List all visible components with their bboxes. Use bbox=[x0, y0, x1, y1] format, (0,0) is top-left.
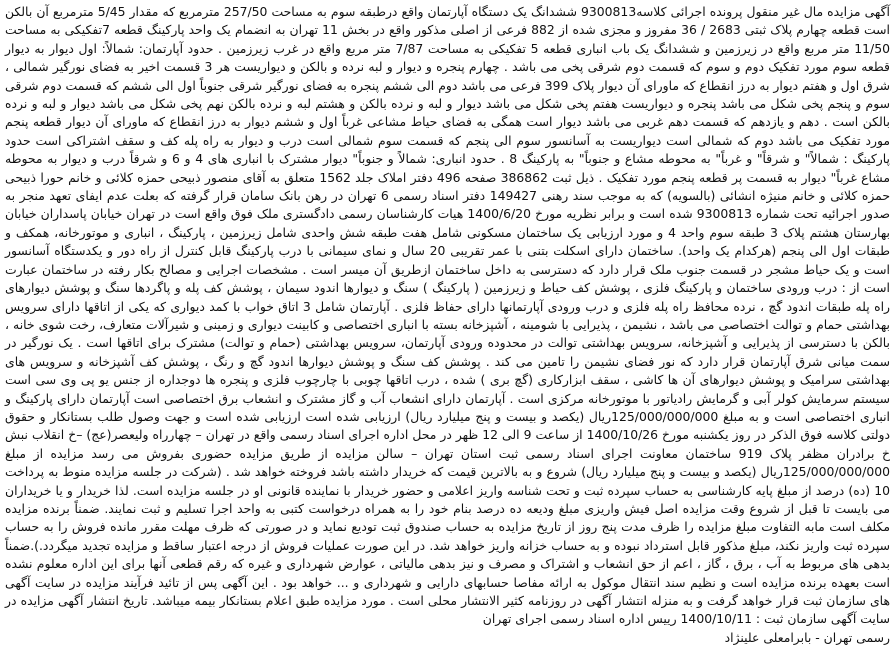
notice-signature: رسمی تهران - بابرامعلی علینژاد bbox=[724, 629, 890, 645]
notice-body-text: آگهی مزایده مال غیر منقول پرونده اجرائی کلاسه9300813 ششدانگ یک دستگاه آپارتمان واقع درطبقه سوم به مساحت 257/50 مترمربع که مقدار 5/45 مترمربع آن بالکن است قطعه چهارم پلاک ثبتی 2683 / 36 مفروز و مجزی شده از 882 فرعی از اصلی مذکور واقع در بخش 11 تهران به انضمام یک واحد پارکینگ قطعه 7تفکیکی به مساحت 11/50 متر مربع واقع در زیرزمین و ششدانگ یک باب انباری قطعه 5 تفکیکی به مساحت 7/87 متر مربع واقع در غرب زیرزمین . حدود آپارتمان: شمالاً: اول دیوار به دیوار قطعه سوم مورد تفکیک دوم و سوم که قسمت دوم شرقی پخی می باشد . چهارم پنجره و دیوار و لبه نرده و بالکن و دیواریست هر 3 قسمت اخیر به فضای نورگیر شمالی ، شرق اول و هفتم دیوار به درز انقطاع که ماورای آن دیوار پلاک 399 فرعی می باشد دوم الی ششم پنجره به فضای نورگیر شرقی جنوباً اول الی ششم که قسمت دوم شرقی سوم و پنجم پخی شکل می باشد پنجره و دیواریست هفتم پخی شکل می باشد دیوار و لبه و نرده بالکن و هشتم لبه و نرده بالکن نهم پخی شکل می باشد دیوار و لبه و نرده بالکن است . دهم و یازدهم که قسمت دهم غربی می باشد دیوار است همگی به فضای حیاط مشاعی غرباً اول و ششم دیوار به درز انقطاع که ماورای آن دیوار قطعه پنجم مورد تفکیک می باشد دوم که شمالی است دیواریست به آسانسور سوم الی پنجم که قسمت سوم شمالی است درب و دیوار به راه پله کف و سقف اشتراکی است حدود پارکینگ : شمالاً" و شرقاً" و غرباً" به محوطه مشاع و جنوباً" به پارکینگ 8 . حدود انباری: شمالاً و جنوباً" دیوار مشترک با انباری های 4 و 6 و شرقاً درب و دیوار به محوطه مشاع غرباً" دیوار به قسمت پر قطعه پنجم مورد تفکیک . ذیل ثبت 386862 صفحه 496 دفتر املاک جلد 1562 متعلق به آقای منصور ذبیحی حمزه کلائی و خانم حورا ذبیحی حمزه کلائی و خانم منیژه انشائی (بالسویه) که به موجب سند رهنی 149427 دفتر اسناد رسمی 6 تهران در رهن بانک سامان قرار گرفته که بعلت عدم ایفای تعهد منجر به صدور اجرائیه تحت شماره 9300813 شده است و برابر نظریه مورخ 1400/6/20 هیات کارشناسان رسمی دادگستری ملک فوق واقع است در تهران خیابان پاسداران خیابان بهارستان هشتم پلاک 3 طبقه سوم واحد 4 و مورد ارزیابی یک ساختمان مسکونی شامل هفت طبقه شش واحدی شامل زیرزمین ، پارکینگ ، انباری و موتورخانه، همکف و طبقات اول الی پنجم (هرکدام یک واحد). ساختمان دارای اسکلت بتنی با عمر تقریبی 20 سال و نمای سیمانی با درب پارکینگ قابل کنترل از راه دور و یکدستگاه آسانسور است و یک حیاط مشجر در قسمت جنوب ملک قرار دارد که دسترسی به داخل ساختمان ازطریق آن میسر است . مشخصات اجرایی و مصالح بکار رفته در ساختمان عبارت است از : درب ورودی ساختمان و پارکینگ فلزی ، پوشش کف حیاط و زیرزمین ( پارکینگ ) سنگ و دیوارها اندود سیمان ، پوشش کف پله و پاگردها سنگ و پوشش دیوارهای راه پله طبقات اندود گچ ، نرده محافظ راه پله فلزی و درب ورودی آپارتمانها دارای حفاظ فلزی . آپارتمان شامل 3 اتاق خواب با کمد دیواری که یکی از اتاقها دارای سرویس بهداشتی حمام و توالت اختصاصی می باشد ، نشیمن ، پذیرایی با شومینه ، آشپزخانه بسته با انباری اختصاصی و کابینت دیواری و زمینی و شیرآلات متعارف، رخت شوی خانه ، بالکن با دسترسی از پذیرایی و آشپزخانه، سرویس بهداشتی توالت در محدوده ورودی آپارتمان، سرویس بهداشتی (حمام و توالت) مشترک برای اتاقها است . یک نورگیر در سمت میانی شرق آپارتمان قرار دارد که نور فضای نشیمن را تامین می کند . پوشش کف سنگ و پوشش دیوارها اندود گچ و رنگ ، پوشش کف آشپزخانه و سرویس های بهداشتی سرامیک و پوشش دیوارهای آن ها کاشی ، سقف ابزارکاری (گچ بری ) شده ، درب اتاقها چوبی با چارچوب فلزی و پنجره ها دوجداره از جنس یو پی وی سی است سیستم سرمایش کولر آبی و گرمایش رادیاتور با موتورخانه مرکزی است . آپارتمان دارای انشعاب آب و گاز مشترک و انشعاب برق اختصاصی است آپارتمان دارای پارکینگ و انباری اختصاصی است و به مبلغ 125/000/000/000ریال (یکصد و بیست و پنج میلیارد ریال) ارزیابی شده است ارزیابی شده است و جهت وصول طلب بستانکار و حقوق دولتی کلاسه فوق الذکر در روز یکشنبه مورخ 1400/10/26 از ساعت 9 الی 12 ظهر در محل اداره اجرای اسناد رسمی واقع در تهران – چهارراه ولیعصر(عج) –خ انقلاب نبش خ برادران مظفر پلاک 919 ساختمان معاونت اجرای اسناد رسمی ثبت استان تهران – سالن مزایده از طریق مزایده حضوری بفروش می رسد مزایده از مبلغ 125/000/000/000ریال (یکصد و بیست و پنج میلیارد ریال) شروع و به بالاترین قیمت که خریدار داشته باشد فروخته خواهد شد . (شرکت در جلسه مزایده منوط به پرداخت 10 (ده) درصد از مبلغ پایه کارشناسی به حساب سپرده ثبت و تحت شناسه واریز اعلامی و حضور خریدار با نماینده قانونی او در جلسه مزایده است. لذا خریدار و یا خریداران می بایست تا قبل از شروع وقت مزایده اصل فیش واریزی مبلغ ودیعه ده درصد بنام خود را به همراه درخواست کتبی به واحد اجرا تسلیم و ثبت نمایند. ضمناً برنده مزایده مکلف است مابه التفاوت مبلغ مزایده را ظرف مدت پنج روز از تاریخ مزایده به حساب صندوق ثبت تودیع نماید و در صورتی که ظرف مهلت مقرر مانده فروش را به حساب سپرده ثبت واریز نکند، مبلغ مذکور قابل استرداد نبوده و به حساب خزانه واریز خواهد شد. در این صورت عملیات فروش از درجه اعتبار ساقط و مزایده تجدید میگردد.).ضمناً بدهی های مربوط به آب ، برق ، گاز ، اعم از حق انشعاب و اشتراک و مصرف و نیز بدهی مالیاتی ، عوارض شهرداری و غیره که رقم قطعی آنها برای این اداره معلوم نشده است بعهده برنده مزایده است و نظیم سند انتقال موکول به ارائه مفاصا حسابهای دارایی و شهرداری و ... خواهد بود . این آگهی پس از تائید فرآیند مزایده در سایت آگهی های سازمان ثبت قرار خواهد گرفت و به منزله انتشار آگهی در روزنامه کثیر الانتشار محلی است . مورد مزایده طبق اعلام بستانکار بیمه میباشد. تاریخ انتشار آگهی مزایده در سایت آگهی سازمان ثبت : 1400/10/11 رییس اداره اسناد رسمی اجرای تهران bbox=[5, 4, 891, 627]
